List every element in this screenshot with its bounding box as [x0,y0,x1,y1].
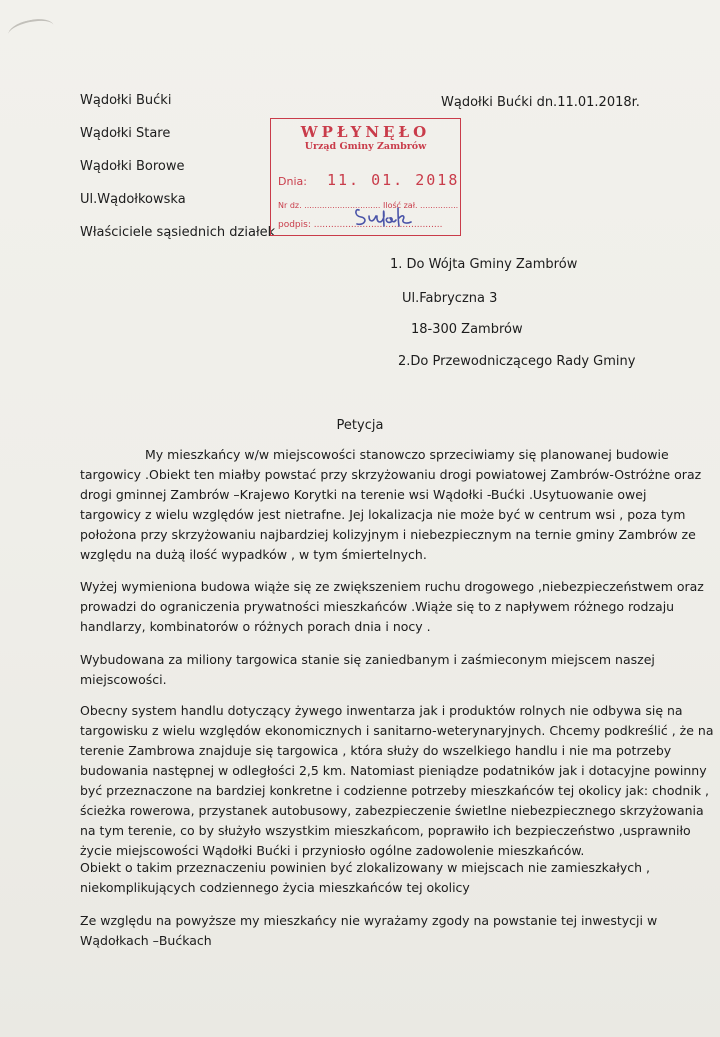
text-line: drogi gminnej Zambrów –Krajewo Korytki na terenie wsi Wądołki -Bućki .Usytuowanie owej [80,487,647,502]
text-line: być przeznaczone na bardziej konkretne i codzienne potrzeby mieszkańców tej okolicy jak: chodnik , [80,783,710,798]
text-line: na tym terenie, co by służyło wszystkim mieszkańcom, poprawiło ich bezpieczeństwo ,usprawniło [80,823,691,838]
stamp-title: WPŁYNĘŁO [300,123,431,141]
paragraph-4 [80,701,714,861]
paragraph-6 [80,911,680,951]
text-line: Wyżej wymieniona budowa wiąże się ze zwiększeniem ruchu drogowego ,niebezpieczeństwem oraz [80,579,704,594]
text-line: targowicy z wielu względów jest nietrafne. Jej lokalizacja nie może być w centrum wsi , poza tym [80,507,686,522]
stamp-date-label: Dnia: [278,175,307,188]
staple-mark [6,15,55,44]
recipient-line: Ul.Fabryczna 3 [402,291,498,306]
text-line: Ze względu na powyższe my mieszkańcy nie wyrażamy zgody na powstanie tej inwestycji w [80,913,658,928]
sender-line: Wądołki Borowe [80,159,185,174]
text-line: handlarzy, kombinatorów o różnych porach dnia i nocy . [80,619,431,634]
text-line: względu na dużą ilość wypadków , w tym śmiertelnych. [80,547,427,562]
sender-line: Wądołki Stare [80,126,171,141]
text-line: prowadzi do ograniczenia prywatności mieszkańców .Wiąże się to z napływem różnego rodzaju [80,599,675,614]
paragraph-5 [80,858,680,898]
text-line: niekomplikujących codziennego życia mieszkańców tej okolicy [80,880,470,895]
text-line: położona przy skrzyżowaniu najbardziej kolizyjnym i niebezpiecznym na ternie gminy Zambrów ze [80,527,696,542]
text-line: My mieszkańcy w/w miejscowości stanowczo sprzeciwiamy się planowanej budowie [145,447,669,462]
recipient-line: 18-300 Zambrów [411,322,523,337]
text-line: Obecny system handlu dotyczący żywego inwentarza jak i produktów rolnych nie odbywa się na [80,703,683,718]
text-line: życie miejscowości Wądołki Bućki i przyniosło ogólne zadowolenie mieszkańców. [80,843,585,858]
text-line: Obiekt o takim przeznaczeniu powinien być zlokalizowany w miejscach nie zamieszkałych , [80,860,650,875]
text-line: Wybudowana za miliony targowica stanie się zaniedbanym i zaśmieconym miejscem naszej [80,652,655,667]
sender-line: Wądołki Bućki [80,93,172,108]
document-title: Petycja [336,418,384,433]
text-line: terenie Zambrowa znajduje się targowica , która służy do wszelkiego handlu i nie ma potrzeby [80,743,672,758]
recipient-line: 1. Do Wójta Gminy Zambrów [390,257,578,272]
text-line: ścieżka rowerowa, przystanek autobusowy, zabezpieczenie świetlne niebezpiecznego skrzyżowania [80,803,704,818]
text-line: miejscowości. [80,672,167,687]
recipient-line: 2.Do Przewodniczącego Rady Gminy [398,354,636,369]
text-line: targowicy .Obiekt ten miałby powstać przy skrzyżowaniu drogi powiatowej Zambrów-Ostróżne oraz [80,467,702,482]
date-line: Wądołki Bućki dn.11.01.2018r. [441,95,640,110]
paragraph-2 [80,577,704,637]
handwritten-signature [353,204,415,230]
sender-line: Właściciele sąsiednich działek [80,225,276,240]
text-line: targowisku z wielu względów ekonomicznych i sanitarno-weterynaryjnych. Chcemy podkreślić , że na [80,723,714,738]
stamp-office: Urząd Gminy Zambrów [304,141,427,152]
stamp-date-value: 11. 01. 2018 [327,171,460,189]
text-line: Wądołkach –Bućkach [80,933,212,948]
received-stamp [270,118,461,236]
stamp-signature-field: podpis: ............................................. [278,220,443,230]
paragraph-3 [80,650,680,690]
paragraph-1 [80,445,702,565]
text-line: budowania następnej w odległości 2,5 km. Natomiast pieniądze podatników jak i dotacyjne powinny [80,763,707,778]
sender-line: Ul.Wądołkowska [80,192,186,207]
stamp-nr-field: Nr dz. .............................. Ilość zał. ............... [278,201,459,210]
